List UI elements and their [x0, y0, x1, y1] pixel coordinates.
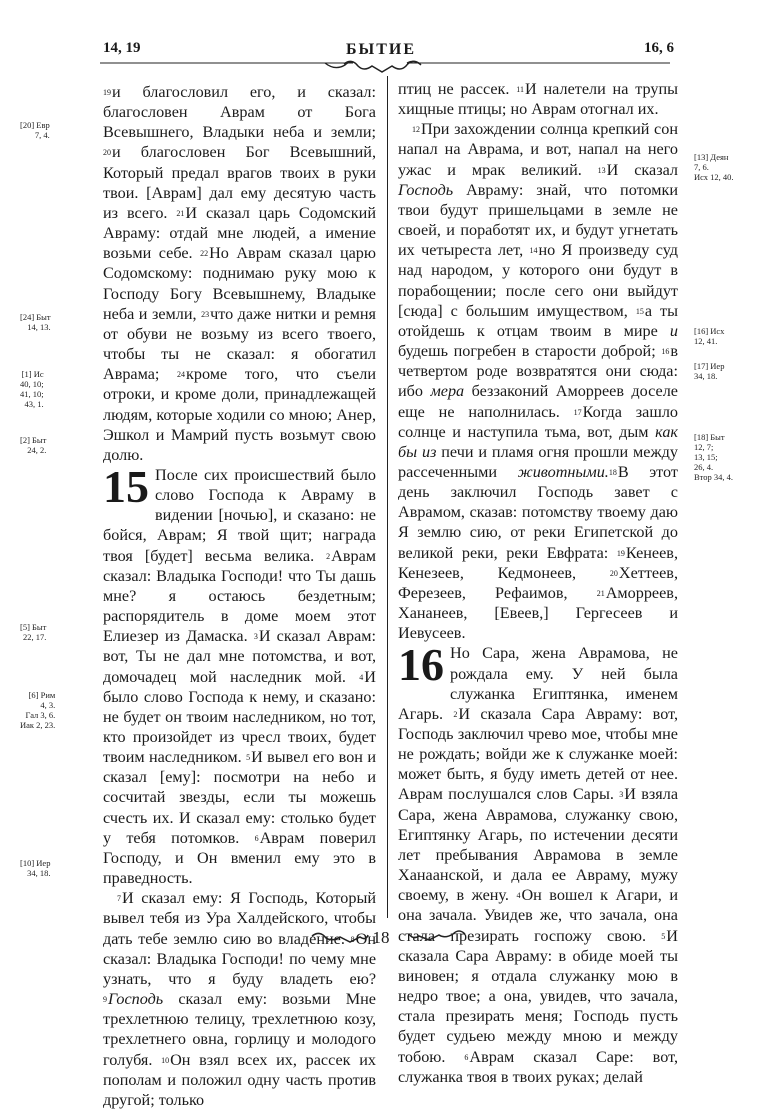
cross-ref-line: [1] Ис: [21, 369, 44, 379]
cross-ref-line: Иак 2, 23.: [20, 720, 56, 730]
cross-ref-line: 41, 10;: [20, 389, 44, 399]
verse-text: И было слово Господа к нему, и сказано: не будет он твоим наследником, но тот, кто произойдет из чресл твоих, будет твоим наследником.: [103, 667, 376, 767]
verse-text: И сказала Сара Авраму: в обиде моей ты виновен; я отдала служанку мою в недро твое; а она, увидев, что зачала, стала презирать меня; Господь пусть будет судьею между мною и между тобою.: [398, 926, 678, 1066]
cross-ref-line: [17] Иер: [694, 361, 725, 371]
cross-ref-line: 12, 7;: [694, 442, 714, 452]
verse-italic: как бы из: [398, 422, 678, 461]
cross-ref: [20, 435, 46, 455]
verse-text: Но Сара, жена Аврамова, не рождала ему. У ней была служанка Египтянка, именем Агарь.: [398, 644, 678, 723]
verse-text: что даже нитки и ремня от обуви не возьму из всего твоего, чтобы ты не сказал: я обогатил Аврама;: [103, 304, 376, 384]
verse-number: 16: [661, 347, 670, 357]
cross-ref-line: Гал 3, 6.: [25, 710, 56, 720]
verse-number: 4: [359, 672, 364, 682]
verse-number: 20: [609, 568, 618, 578]
cross-ref-line: Исх 12, 40.: [694, 172, 734, 182]
verse-text: и благословил его, и сказал: благословен Аврам от Бога Всевышнего, Владыки неба и земли;: [103, 83, 376, 142]
verse-text: Авраму: знай, что потомки твои будут пришельцами в земле не своей, и поработят их, и будут угнетать их четыреста лет,: [398, 180, 678, 260]
verse-number: 21: [176, 208, 185, 218]
chapter-16-opening: [398, 639, 679, 1086]
cross-ref-line: [5] Быт: [20, 622, 47, 632]
cross-ref-line: 34, 18.: [27, 868, 51, 878]
verse-number: 13: [597, 165, 606, 175]
verse-number: 21: [596, 588, 605, 598]
verse-text: будешь погребен в старости доброй;: [398, 342, 662, 361]
cross-ref-line: [18] Быт: [694, 432, 725, 442]
verse-number: 3: [619, 790, 624, 800]
verse-number: 22: [200, 249, 209, 259]
cross-ref-line: 26, 4.: [694, 462, 714, 472]
cross-ref: [20, 120, 50, 140]
verse-text: После сих происшествий было слово Господа к Авраму в видении [ночью], и сказано: не бойся, Аврам; Я твой щит; награда твоя [будет] весьма велика.: [103, 465, 376, 565]
verse-text: Он сказал: Владыка Господи! по чему мне узнать, что я буду владеть ею?: [103, 929, 376, 988]
left-column: [103, 82, 376, 1110]
verse-number: 15: [635, 306, 644, 316]
cross-ref-line: [16] Исх: [694, 326, 725, 336]
header-right-ref: 16, 6: [644, 40, 674, 56]
verse-text: сказал ему: возьми Мне трехлетнюю телицу, трехлетнюю козу, трехлетнего овна, горлицу и молодого голубя.: [103, 990, 376, 1069]
cross-ref-line: 34, 18.: [694, 371, 718, 381]
cross-ref-line: 13, 15;: [694, 452, 718, 462]
cross-ref-line: 12, 41.: [694, 336, 718, 346]
verse-text: птиц не рассек.: [398, 80, 517, 98]
verse-text: Хеттеев, Ферезеев, Рефаимов,: [398, 563, 678, 602]
verse-text: кроме того, что съели отроки, и кроме доли, принадлежащей людям, которые ходили со мною; Анер, Эшкол и Мамрий пусть возьмут свою долю.: [103, 365, 376, 464]
verse-text: в четвертом роде возвратятся они сюда: ибо: [398, 342, 678, 401]
verse-italic: животными.: [517, 462, 609, 481]
verse-number: 5: [661, 931, 666, 941]
verse-number: 6: [254, 833, 259, 843]
verse-text: И налетели на трупы хищные птицы; но Аврам отогнал их.: [398, 80, 679, 119]
verse-italic: Господь: [108, 990, 164, 1009]
verse-number: 2: [326, 551, 331, 561]
verse-text: И вывел его вон и сказал [ему]: посмотри на небо и сосчитай звезды, если ты можешь счесть их. И сказал ему: столько будет у тебя потомков.: [103, 748, 376, 847]
verse-text: И сказал ему: Я Господь, Который вывел тебя из Ура Халдейского, чтобы дать тебе землю сию во владение.: [103, 889, 376, 948]
verse-number: 18: [608, 467, 617, 477]
verse-italic: Господь: [398, 180, 454, 199]
paragraph: [398, 119, 678, 643]
verse-number: 9: [103, 995, 107, 1005]
verse-text: и благословен Бог Всевышний, Который предал врагов твоих в руки твои. [Аврам] дал ему десятую часть из всего.: [103, 143, 376, 222]
verse-number: 17: [573, 407, 582, 417]
verse-text: Аморреев, Хананеев, [Евеев,] Гергесеев и Иевусеев.: [398, 583, 678, 643]
cross-ref: [694, 152, 734, 182]
chapter-15-opening: [103, 460, 377, 888]
verse-text: Когда зашло солнце и наступила тьма, вот, дым: [398, 402, 679, 441]
verse-number: 20: [103, 148, 111, 158]
verse-text: беззаконий Аморреев доселе еще не наполнилась.: [398, 382, 678, 421]
verse-number: 8: [350, 934, 355, 944]
verse-text: Аврам поверил Господу, и Он вменил ему это в праведность.: [103, 828, 377, 888]
verse-text: И сказал царь Содомский Авраму: отдай мне людей, а имение возьми себе.: [103, 203, 376, 263]
paragraph: [103, 888, 376, 1110]
verse-number: 23: [201, 309, 210, 319]
cross-ref-line: 24, 2.: [27, 445, 47, 455]
footer-ornament-right: [405, 930, 467, 944]
cross-ref: [20, 369, 44, 409]
verse-text: И сказала Сара Авраму: вот, Господь заключил чрево мое, чтобы мне не рождать; войди же к служанке моей: может быть, я буду иметь детей от нее. Аврам послушался слов Сары.: [398, 704, 678, 804]
verse-number: 7: [117, 894, 121, 904]
verse-text: Он взял всех их, рассек их пополам и положил одну часть против другой; только: [103, 1050, 376, 1109]
cross-ref-line: 7, 6.: [694, 162, 709, 172]
verse-number: 4: [516, 891, 521, 901]
cross-ref-line: 4, 3.: [40, 700, 56, 710]
verse-text: И сказал: [606, 160, 678, 179]
verse-text: печи и пламя огня прошли между рассеченными: [398, 442, 678, 481]
verse-text: При захождении солнца крепкий сон напал на Аврама, и вот, напал на него ужас и мрак великий.: [398, 120, 678, 179]
cross-ref: [694, 432, 733, 482]
cross-ref-line: [2] Быт: [20, 435, 47, 445]
verse-number: 11: [516, 85, 524, 94]
cross-ref-line: [24] Быт: [20, 312, 51, 322]
header-left-ref: 14, 19: [103, 40, 141, 56]
verse-number: 2: [453, 709, 458, 719]
verse-text: Он вошел к Агари, и она зачала. Увидев же, что зачала, она стала презирать госпожу свою.: [398, 886, 678, 945]
verse-number: 14: [529, 246, 538, 256]
header-ornament-left: [95, 58, 357, 72]
chapter-number: 16: [398, 639, 444, 691]
cross-ref: [694, 361, 724, 381]
verse-text: а ты отойдешь к отцам твоим в мире: [398, 301, 678, 340]
cross-ref-line: [10] Иер: [20, 858, 51, 868]
verse-text: В этот день заключил Господь завет с Аврамом, сказав: потомству твоему даю Я землю сию, от реки Египетской до великой реки, реки Евфрата:: [398, 462, 678, 562]
cross-ref-line: 40, 10;: [20, 379, 44, 389]
cross-ref-line: 7, 4.: [34, 130, 50, 140]
cross-ref-line: [6] Рим: [28, 690, 56, 700]
verse-text: Аврам сказал Саре: вот, служанка твоя в твоих руках; делай: [398, 1047, 678, 1086]
cross-ref: [20, 312, 51, 332]
verse-number: 19: [616, 548, 625, 558]
verse-text: Аврам сказал: Владыка Господи! что Ты дашь мне? я остаюсь бездетным; распорядитель в доме моем этот Елиезер из Дамаска.: [103, 546, 376, 646]
paragraph: [398, 79, 678, 119]
verse-number: 10: [161, 1055, 170, 1065]
cross-ref-line: 43, 1.: [24, 399, 44, 409]
page-title: БЫТИЕ: [345, 41, 417, 58]
verse-italic: и: [669, 321, 678, 340]
cross-ref-line: 14, 13.: [27, 322, 51, 332]
cross-ref-line: [13] Деян: [694, 152, 729, 162]
header-ornament-right: [405, 58, 675, 72]
page-number: 18: [372, 928, 390, 947]
verse-number: 3: [253, 632, 258, 642]
verse-number: 12: [412, 125, 420, 135]
verse-number: 5: [246, 753, 251, 763]
verse-text: И сказал Аврам: вот, Ты не дал мне потомства, и вот, домочадец мой наследник мой.: [103, 627, 376, 686]
cross-ref: [20, 690, 55, 730]
cross-ref-line: 22, 17.: [22, 632, 47, 642]
verse-number: 19: [103, 88, 111, 97]
chapter-number: 15: [103, 460, 149, 512]
verse-number: 6: [464, 1052, 469, 1062]
paragraph: [103, 82, 376, 465]
verse-text: но Я произведу суд над народом, у которого они будут в порабощении; после сего они выйдут [сюда] с большим имуществом,: [398, 241, 678, 320]
cross-ref: [694, 326, 724, 346]
verse-text: Кенеев, Кенезеев, Кедмонеев,: [398, 543, 678, 582]
column-divider: [387, 76, 388, 918]
cross-ref-line: [20] Евр: [20, 120, 50, 130]
cross-ref-line: Втор 34, 4.: [694, 472, 734, 482]
cross-ref: [20, 858, 50, 878]
verse-number: 24: [177, 370, 186, 380]
cross-ref: [20, 622, 46, 642]
verse-text: И взяла Сара, жена Аврамова, служанку свою, Египтянку Агарь, по истечении десяти лет пребывания Аврамова в земле Ханаанской, и дала ее Авраму, мужу своему, в жену.: [398, 785, 679, 905]
verse-italic: мера: [430, 382, 465, 401]
verse-text: Но Аврам сказал царю Содомскому: поднимаю руку мою к Господу Богу Всевышнему, Владыке неба и земли,: [103, 244, 376, 323]
